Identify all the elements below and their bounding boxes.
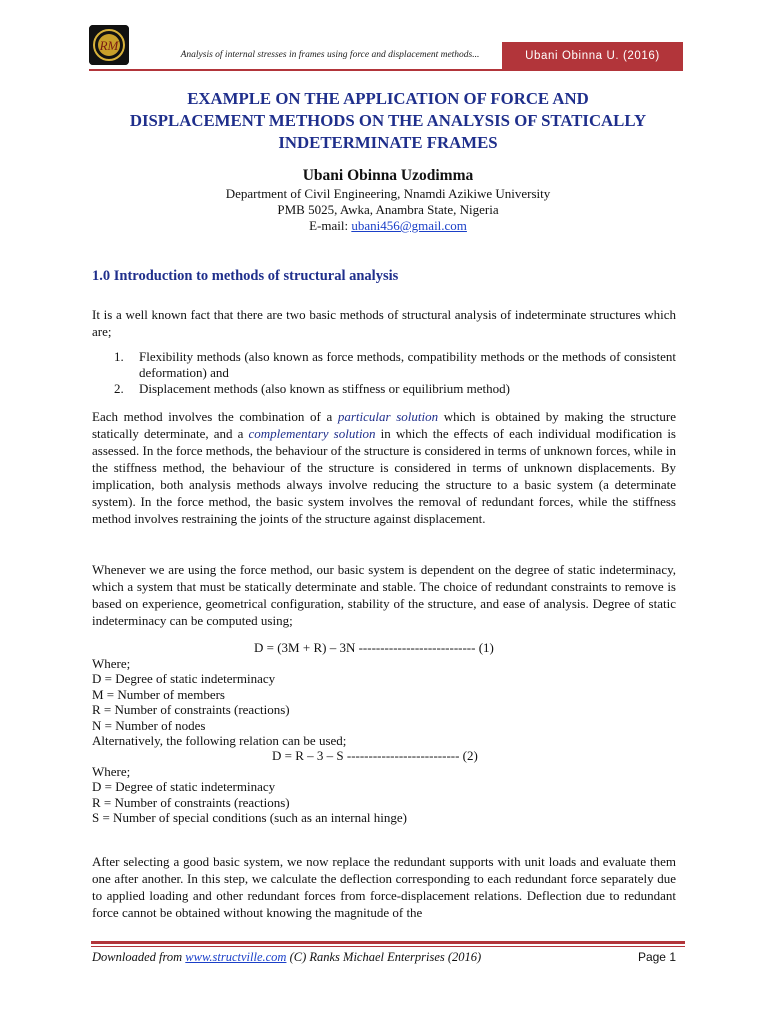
- section-heading: 1.0 Introduction to methods of structural analysis: [92, 268, 399, 284]
- definitions-1: [92, 656, 346, 748]
- text-run: which is obtained by making the structure statically determinate, and a: [92, 409, 677, 441]
- footer-credit: [92, 950, 481, 965]
- definition-line: R = Number of constraints (reactions): [92, 794, 290, 810]
- methods-list: [114, 349, 676, 397]
- definition-line: S = Number of special conditions (such as an internal hinge): [92, 810, 407, 826]
- logo-emblem-icon: [89, 25, 129, 65]
- paper-title: [92, 88, 684, 154]
- intro-paragraph: It is a well known fact that there are two basic methods of structural analysis of indeterminate structures which are;: [92, 307, 676, 339]
- footer-divider: [91, 941, 685, 944]
- definition-line: D = Degree of static indeterminacy: [92, 671, 276, 687]
- text-run: in which the effects of each individual modification is assessed. In the force methods, the behaviour of the structure is considered in terms of unknown forces, while in the stiffness method, the behaviour of the structure is considered in terms of unknown displacements. By implication, both analysis methods always involve reducing the structure to a basic system (a determinate system). In the force method, the basic system involves the removal of redundant forces, while the stiffness method involves restraining the joints of the structure against displacement.: [92, 426, 676, 526]
- definition-line: N = Number of nodes: [92, 717, 206, 733]
- title-line: INDETERMINATE FRAMES: [278, 133, 498, 152]
- author-name: Ubani Obinna Uzodimma: [302, 167, 474, 184]
- footer-prefix: Downloaded from: [92, 950, 186, 964]
- email-link[interactable]: ubani456@gmail.com: [351, 218, 467, 233]
- definition-line: Alternatively, the following relation can be used;: [92, 733, 347, 749]
- definition-line: Where;: [92, 764, 131, 779]
- email-line: [92, 218, 684, 234]
- footer-suffix: (C) Ranks Michael Enterprises (2016): [286, 950, 482, 964]
- definitions-2: [92, 764, 407, 826]
- structville-link[interactable]: www.structville.com: [185, 950, 287, 964]
- publisher-logo: [89, 25, 129, 65]
- methods-paragraph: [92, 408, 676, 527]
- logo-text: RM: [99, 38, 119, 53]
- department: Department of Civil Engineering, Nnamdi Azikiwe University: [225, 186, 551, 201]
- term-complementary-solution: complementary solution: [248, 426, 376, 441]
- header-divider: [89, 69, 683, 71]
- text-run: Each method involves the combination of a: [92, 409, 338, 424]
- list-text: Flexibility methods (also known as force methods, compatibility methods or the methods of consistent deformation) and: [139, 349, 676, 380]
- running-title: Analysis of internal stresses in frames using force and displacement methods...: [180, 50, 480, 60]
- email-label: E-mail:: [309, 218, 352, 233]
- definition-line: R = Number of constraints (reactions): [92, 702, 290, 718]
- list-text: Displacement methods (also known as stiffness or equilibrium method): [139, 381, 510, 396]
- definition-line: D = Degree of static indeterminacy: [92, 779, 276, 795]
- address: PMB 5025, Awka, Anambra State, Nigeria: [277, 202, 499, 217]
- footer-divider-thin: [91, 946, 685, 947]
- term-particular-solution: particular solution: [337, 409, 439, 424]
- list-item: [114, 349, 676, 381]
- author-tag: Ubani Obinna U. (2016): [502, 42, 683, 70]
- page-number: Page 1: [637, 950, 676, 964]
- list-number: 1.: [114, 349, 124, 364]
- definition-line: M = Number of members: [92, 686, 225, 702]
- affiliation: [92, 186, 684, 234]
- equation-1: D = (3M + R) – 3N --------------------------- (1): [254, 640, 494, 655]
- basic-system-paragraph: After selecting a good basic system, we now replace the redundant supports with unit loads and evaluate them one after another. In this step, we calculate the deflection corresponding to each redundant force separately due to applied loading and other redundant forces from force-displacement relations. Deflection due to redundant force cannot be obtained without knowing the magnitude of the: [92, 854, 676, 920]
- title-line: EXAMPLE ON THE APPLICATION OF FORCE AND: [187, 89, 589, 108]
- indeterminacy-paragraph: Whenever we are using the force method, our basic system is dependent on the degree of static indeterminacy, which a system that must be statically determinate and stable. The choice of redundant constraints to remove is based on experience, geometrical configuration, stability of the structure, and ease of analysis. Degree of static indeterminacy can be computed using;: [92, 562, 676, 628]
- equation-2: D = R – 3 – S -------------------------- (2): [272, 748, 478, 763]
- title-line: DISPLACEMENT METHODS ON THE ANALYSIS OF STATICALLY: [129, 111, 647, 130]
- list-number: 2.: [114, 381, 124, 396]
- definition-line: Where;: [92, 656, 131, 671]
- list-item: [114, 381, 676, 397]
